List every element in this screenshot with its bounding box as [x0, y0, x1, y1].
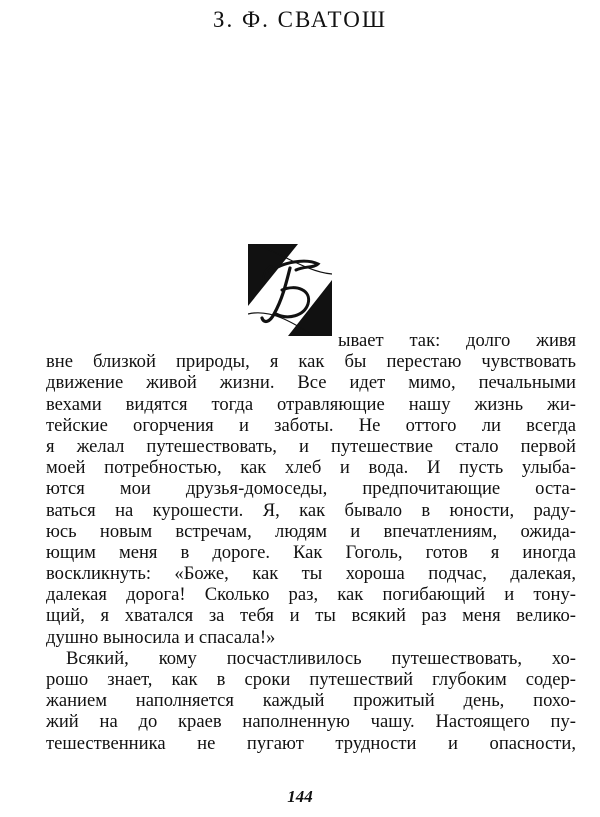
text-line: ывает так: долго живя	[338, 330, 576, 351]
text-line: Всякий, кому посчастливилось путешествовать, хо-	[66, 647, 576, 669]
text-line: жанием наполняется каждый прожитый день, похо-	[46, 690, 576, 712]
text-line: я желал путешествовать, и путешествие стало первой	[46, 435, 576, 457]
text-line: тейские огорчения и заботы. Не оттого ли всегда	[46, 414, 576, 436]
ornamental-initial-b-icon	[248, 244, 332, 336]
page-number: 144	[287, 787, 313, 806]
text-line: ются мои друзья-домоседы, предпочитающие оста-	[46, 478, 576, 500]
text-line: моей потребностью, как хлеб и вода. И пусть улыба-	[46, 457, 576, 479]
text-line: вехами видятся тогда отравляющие нашу жизнь жи-	[46, 393, 576, 415]
text-line: рошо знает, как в сроки путешествий глубоким содер-	[46, 669, 576, 690]
text-line: движение живой жизни. Все идет мимо, печальными	[46, 372, 576, 394]
text-line: вне близкой природы, я как бы перестаю чувствовать	[46, 351, 576, 373]
text-line: воскликнуть: «Боже, как ты хороша подчас, далекая,	[46, 563, 576, 585]
text-line: ваться на курошести. Я, как бывало в юности, раду-	[46, 499, 576, 521]
running-header: З. Ф. СВАТОШ	[212, 7, 388, 32]
text-line: юсь новым встречам, людям и впечатлениям, ожида-	[46, 520, 576, 542]
text-line: щий, я хватался за тебя и ты всякий раз меня велико-	[46, 605, 576, 627]
text-line: душно выносила и спасала!»	[46, 626, 276, 648]
text-line: жий на до краев наполненную чашу. Настоящего пу-	[46, 711, 576, 733]
body-text	[46, 330, 576, 754]
text-line: далекая дорога! Сколько раз, как погибающий и тону-	[46, 584, 576, 606]
text-line: ющим меня в дороге. Как Гоголь, готов я иногда	[46, 541, 576, 563]
drop-cap-initial	[248, 244, 332, 336]
text-line: тешественника не пугают трудности и опасности,	[46, 732, 576, 754]
